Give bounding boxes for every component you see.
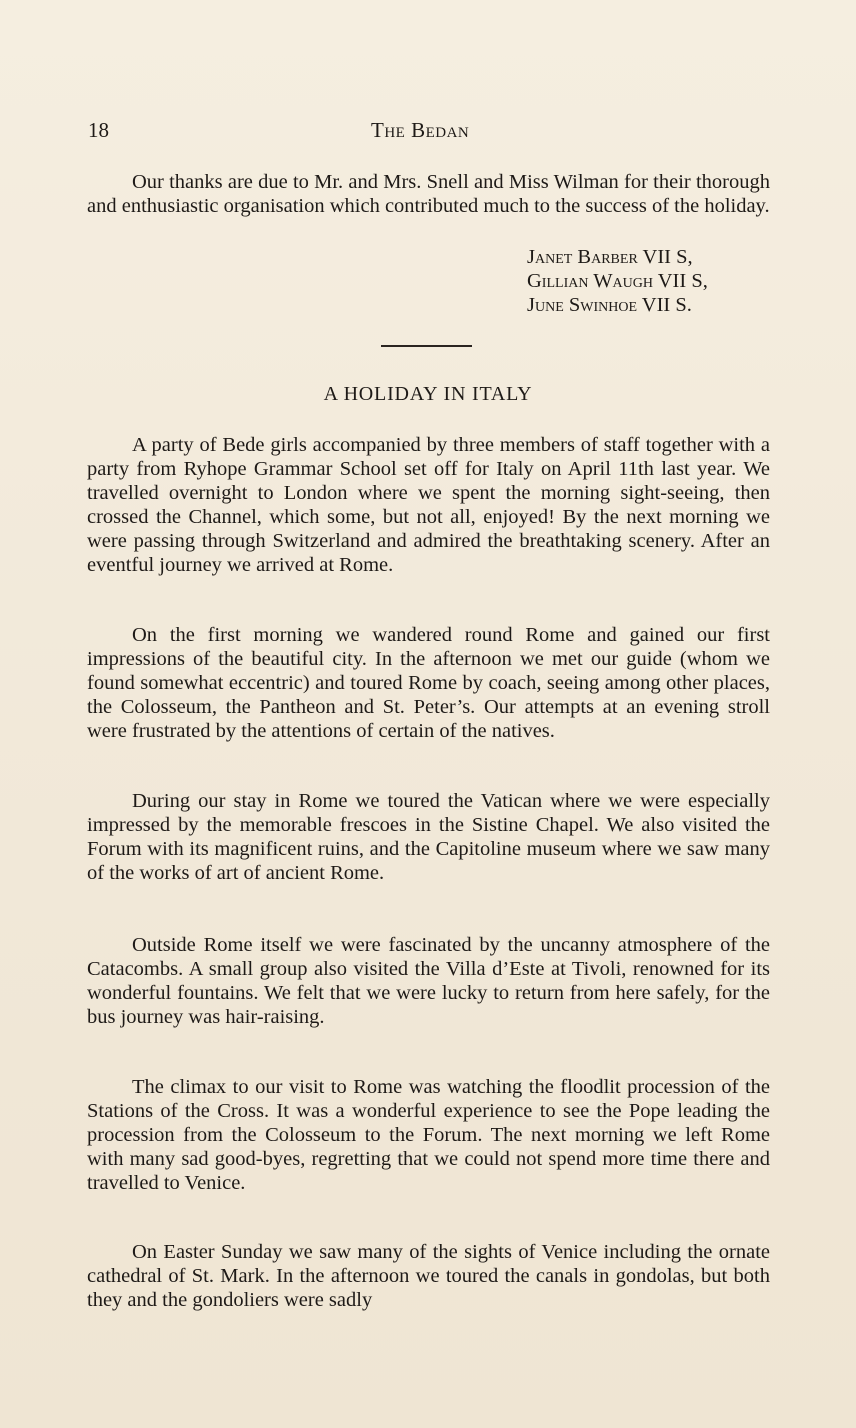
article-paragraph-block: [87, 933, 770, 1029]
page-header: [88, 118, 768, 148]
article-paragraph: The climax to our visit to Rome was watching the floodlit procession of the Stations of the Cross. It was a wonderful experience to see the Pope leading the procession from the Colosseum to the Forum. The next morning we left Rome with many sad good-byes, regretting that we could not spend more time there and travelled to Venice.: [87, 1076, 770, 1194]
article-paragraph: A party of Bede girls accompanied by three members of staff together with a party from Ryhope Grammar School set off for Italy on April 11th last year. We travelled overnight to London where we spent the morning sight-seeing, then crossed the Channel, which some, but not all, enjoyed! By the next morning we were passing through Switzerland and admired the breathtaking scenery. After an eventful journey we arrived at Rome.: [87, 434, 770, 576]
signature-line: Gillian Waugh VII S,: [527, 270, 708, 292]
signature-line: June Swinhoe VII S.: [527, 294, 692, 316]
article-paragraph: On Easter Sunday we saw many of the sights of Venice including the ornate cathedral of St. Mark. In the afternoon we toured the canals in gondolas, but both they and the gondoliers were sadly: [87, 1241, 770, 1311]
signature-block: [527, 245, 708, 317]
article-paragraph-block: [87, 789, 770, 885]
article-title: A HOLIDAY IN ITALY: [323, 383, 533, 405]
article-paragraph-block: [87, 1240, 770, 1312]
article-paragraph: Outside Rome itself we were fascinated by the uncanny atmosphere of the Catacombs. A small group also visited the Villa d’Este at Tivoli, renowned for its wonderful fountains. We felt that we were lucky to return from here safely, for the bus journey was hair-raising.: [87, 934, 770, 1028]
intro-paragraph: Our thanks are due to Mr. and Mrs. Snell and Miss Wilman for their thorough and enthusiastic organisation which contributed much to the success of the holiday.: [87, 171, 770, 217]
article-paragraph-block: [87, 1075, 770, 1195]
article-paragraph-block: [87, 623, 770, 743]
article-paragraph: During our stay in Rome we toured the Vatican where we were especially impressed by the memorable frescoes in the Sistine Chapel. We also visited the Forum with its magnificent ruins, and the Capitoline museum where we saw many of the works of art of ancient Rome.: [87, 790, 770, 884]
intro-section: [87, 170, 770, 218]
article-paragraph-block: [87, 433, 770, 577]
section-divider: [381, 345, 472, 347]
page-number: 18: [88, 118, 109, 142]
signature-line: Janet Barber VII S,: [527, 246, 693, 268]
running-head: The Bedan: [371, 118, 470, 142]
article-paragraph: On the first morning we wandered round Rome and gained our first impressions of the beautiful city. In the afternoon we met our guide (whom we found somewhat eccentric) and toured Rome by coach, seeing among other places, the Colosseum, the Pantheon and St. Peter’s. Our attempts at an evening stroll were frustrated by the attentions of certain of the natives.: [87, 624, 770, 742]
